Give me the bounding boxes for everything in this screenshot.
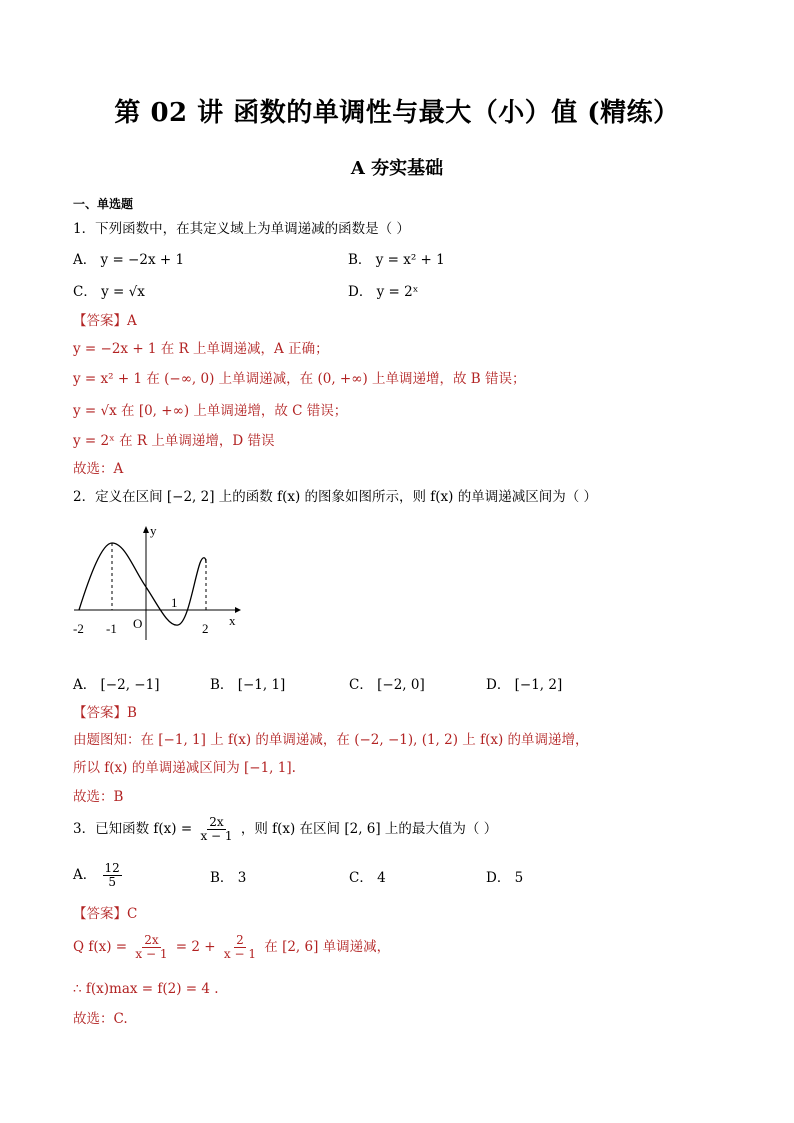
q1-analysis-1: y = −2x + 1 在 R 上单调递减，A 正确； <box>73 341 329 357</box>
q3-option-a-fraction <box>103 862 122 889</box>
q3-an1-frac1-numerator: 2x <box>144 933 159 947</box>
page-title: 第 02 讲 函数的单调性与最大（小）值 (精练） <box>114 98 680 128</box>
q2-option-a: A． [−2, −1] <box>73 677 160 693</box>
tick-label-neg2: -2 <box>73 621 84 636</box>
section-subtitle: A 夯实基础 <box>350 158 444 179</box>
q3-option-a-denominator: 5 <box>108 875 116 889</box>
q2-conclusion: 故选：B <box>73 789 124 805</box>
q3-an1-mid: = 2 + <box>175 939 216 955</box>
q3-an1-suffix: 在 [2, 6] 单调递减， <box>264 939 391 955</box>
y-axis-label: y <box>150 523 157 538</box>
q3-option-d: D． 5 <box>486 870 524 886</box>
q1-analysis-2: y = x² + 1 在 (−∞, 0) 上单调递减，在 (0, +∞) 上单调递增，故 B 错误； <box>73 371 526 387</box>
tick-label-1: 1 <box>171 595 178 610</box>
q3-stem <box>73 816 497 843</box>
function-curve <box>79 543 206 625</box>
q1-option-b: B． y = x² + 1 <box>348 252 445 268</box>
q3-frac-denominator: x − 1 <box>200 829 233 843</box>
q3-an1-fraction-1 <box>133 934 169 961</box>
q1-option-c: C． y = √x <box>73 284 145 300</box>
section-heading: 一、单选题 <box>73 197 134 211</box>
q3-frac-numerator: 2x <box>209 815 224 829</box>
origin-label: O <box>133 616 143 631</box>
q2-analysis-2: 所以 f(x) 的单调递减区间为 [−1, 1]. <box>73 760 296 776</box>
q2-option-d: D． [−1, 2] <box>486 677 563 693</box>
tick-label-2: 2 <box>202 621 209 636</box>
q2-stem: 2．定义在区间 [−2, 2] 上的函数 f(x) 的图象如图所示，则 f(x) 的单调递减区间为（ ） <box>73 489 598 505</box>
q3-stem-prefix: 3．已知函数 f(x) = <box>73 821 193 837</box>
x-axis-arrow <box>235 607 241 613</box>
q1-option-a: A． y = −2x + 1 <box>73 252 185 268</box>
function-graph <box>70 515 245 645</box>
q3-option-a-numerator: 12 <box>104 861 120 875</box>
q3-option-a-label: A． <box>73 867 97 883</box>
q2-option-c: C． [−2, 0] <box>349 677 425 693</box>
q1-analysis-4: y = 2ˣ 在 R 上单调递增，D 错误 <box>73 433 275 449</box>
q1-answer: 【答案】A <box>73 313 137 329</box>
q3-option-b: B． 3 <box>210 870 247 886</box>
x-axis-label: x <box>229 613 236 628</box>
tick-label-neg1: -1 <box>106 621 117 636</box>
q3-stem-fraction <box>198 816 234 843</box>
q3-conclusion: 故选：C. <box>73 1011 128 1027</box>
q2-answer: 【答案】B <box>73 705 137 721</box>
q2-option-b: B． [−1, 1] <box>210 677 286 693</box>
q3-an1-frac1-denominator: x − 1 <box>135 947 168 961</box>
q1-option-d: D． y = 2ˣ <box>348 284 419 300</box>
q1-stem: 1．下列函数中，在其定义域上为单调递减的函数是（ ） <box>73 221 410 237</box>
q3-an1-frac2-numerator: 2 <box>236 933 244 947</box>
q3-option-c: C． 4 <box>349 870 386 886</box>
y-axis-arrow <box>143 526 149 533</box>
q1-conclusion: 故选：A <box>73 461 124 477</box>
q3-an1-fraction-2 <box>222 934 258 961</box>
q3-option-a <box>73 862 124 889</box>
q1-analysis-3: y = √x 在 [0, +∞) 上单调递增，故 C 错误； <box>73 403 348 419</box>
q3-analysis-2: ∴ f(x)max = f(2) = 4 . <box>73 981 219 997</box>
q3-analysis-1 <box>73 934 390 961</box>
q3-an1-prefix: Q f(x) = <box>73 939 128 955</box>
q3-answer: 【答案】C <box>73 906 138 922</box>
q3-an1-frac2-denominator: x − 1 <box>223 947 256 961</box>
q3-stem-suffix: ，则 f(x) 在区间 [2, 6] 上的最大值为（ ） <box>240 821 498 837</box>
q2-analysis-1: 由题图知：在 [−1, 1] 上 f(x) 的单调递减，在 (−2, −1), (1, 2) 上 f(x) 的单调递增， <box>73 732 589 748</box>
